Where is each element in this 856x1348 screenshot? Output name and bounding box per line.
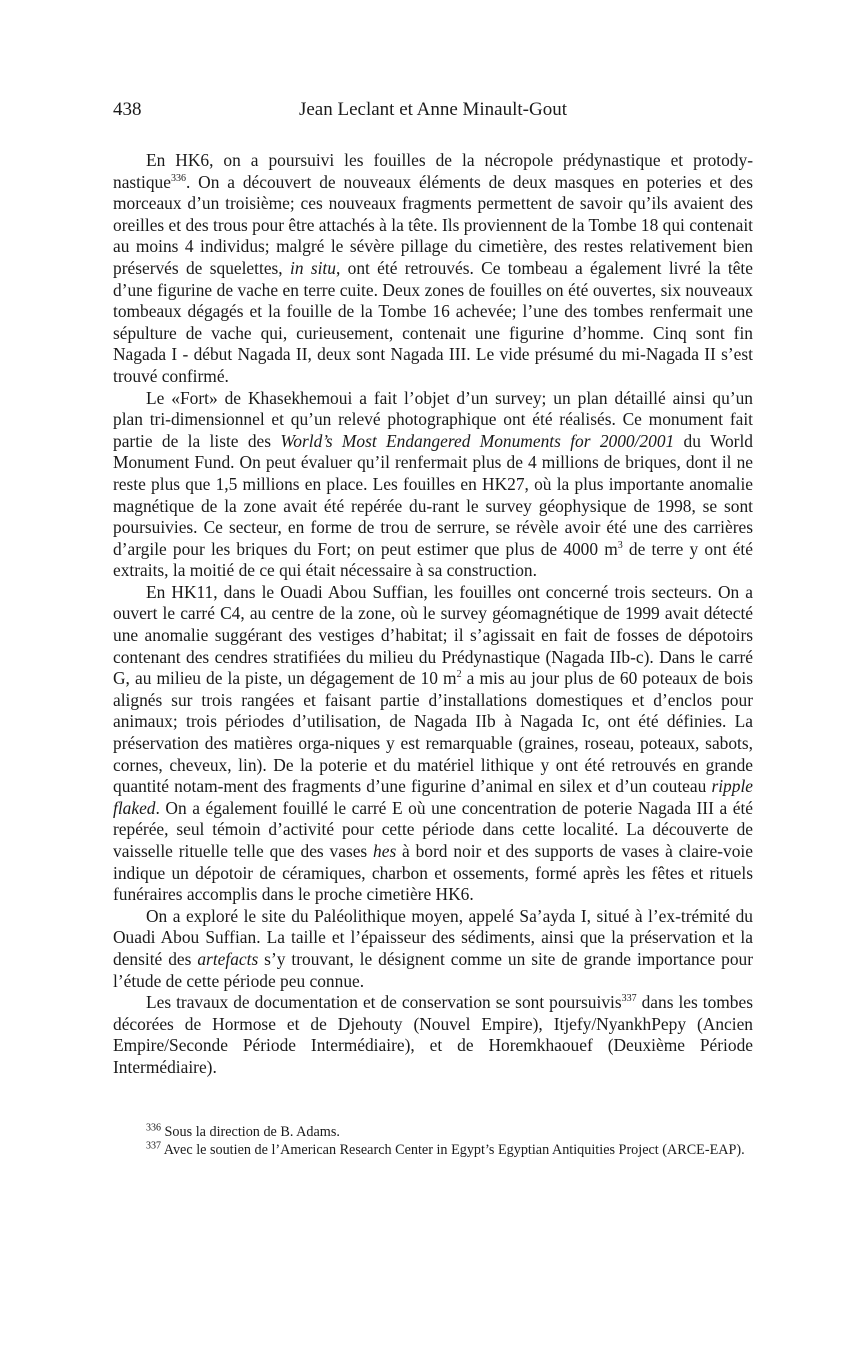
footnote-337 [113,1139,753,1160]
text-run: En HK11, dans le Ouadi Abou Suffian, les fouilles ont concerné trois secteurs. On a ouvert le carré C4, au centre de la zone, où le survey géomagnétique de 1999 avait détecté une anomalie suggérant des vestiges d’habitat; il s’agissait en fait de fosses de dépotoirs contenant des cendres stratifiées du milieu du Prédynastique (Nagada IIb-c). Dans le carré G, au milieu de la piste, un dégagement de 10 m [113,581,753,689]
text-run: Les travaux de documentation et de conservation se sont poursuivis [146,992,622,1013]
page-number: 438 [113,99,142,120]
italic-term: ripple flaked [113,776,753,818]
footnote-text: Avec le soutien de l’American Research Center in Egypt’s Egyptian Antiquities Project (ARCE-EAP). [161,1141,745,1158]
text-run: à bord noir et des supports de vases à claire-voie indique un dépotoir de céramiques, charbon et ossements, formé après les fêtes et rituels funéraires accomplis dans le proche cimetière HK6. [113,841,753,905]
footnote-number: 337 [146,1139,161,1151]
text-run: . On a également fouillé le carré E où une concentration de poterie Nagada III a été repérée, seul témoin d’activité pour cette période dans cette localité. La découverte de vaisselle rituelle telle que des vases [113,797,753,861]
footnote-ref-337: 337 [621,993,637,1005]
footnote-text: Sous la direction de B. Adams. [161,1124,340,1140]
text-run: . On a découvert de nouveaux éléments de deux masques en poteries et des morceaux d’un troisième; ces nouveaux fragments permettent de savoir qu’ils avaient des oreilles et des trous pour être attachés à la tête. Ils proviennent de la Tombe 18 qui contenait au moins 4 individus; malgré le sévère pillage du cimetière, des restes relativement bien préservés de squelettes, [113,171,753,278]
text-run: du World Monument Fund. On peut évaluer qu’il renfermait plus de 4 millions de briques, dont il ne reste plus que 1,5 millions en place. Les fouilles en HK27, où la plus importante anomalie magnétique de la zone avait été repérée du-rant le survey géophysique de 1998, se sont poursuivies. Ce secteur, en forme de trou de serrure, se révèle avoir été une des carrières d’argile pour les briques du Fort; on peut estimer que plus de 4000 m [113,430,753,559]
italic-term: in situ [289,257,336,278]
footnotes [113,1124,753,1159]
text-run: a mis au jour plus de 60 poteaux de bois alignés sur trois rangées et faisant partie d’installations domestiques et d’enclos pour animaux; trois périodes d’utilisation, de Nagada IIb à Nagada Ic, ont été définies. La préservation des matières orga-niques y est remarquable (graines, roseau, poteaux, sabots, cornes, cheveux, lin). De la poterie et du matériel lithique y ont été retrouvés en grande quantité notam-ment des fragments d’une figurine d’animal en silex et d’un couteau [113,668,753,797]
page-header [113,99,753,125]
footnote-number: 336 [146,1122,161,1134]
text-run: , ont été retrouvés. Ce tombeau a également livré la tête d’une figurine de vache en terre cuite. Deux zones de fouilles on été ouvertes, six nouveaux tombeaux dégagés et la fouille de la Tombe 16 achevée; l’une des tombes renfermait une sépulture de vache qui, curieusement, contenait une figurine d’homme. Cinq sont fin Nagada I - début Nagada II, deux sont Nagada III. Le vide présumé du mi-Nagada II s’est trouvé confirmé. [113,257,753,386]
paragraph-hk11 [113,582,753,906]
text-run: de terre y ont été extraits, la moitié de ce qui était nécessaire à sa construction. [113,538,753,581]
italic-term: hes [373,841,397,861]
running-title: Jean Leclant et Anne Minault-Gout [298,99,568,120]
superscript-exponent: 2 [456,669,462,681]
superscript-exponent: 3 [617,539,623,551]
paragraph-fort [113,388,753,582]
text-run: dans les tombes décorées de Hormose et de Djehouty (Nouvel Empire), Itjefy/NyankhPepy (Ancien Empire/Seconde Période Intermédiaire), et de Horemkhaouef (Deuxième Période Intermédiaire). [113,992,753,1077]
text-run: s’y trouvant, le désignent comme un site de grande importance pour l’étude de cette période peu connue. [113,948,754,991]
footnote-336 [113,1124,753,1142]
footnote-ref-336: 336 [170,172,186,184]
paragraph-saayda [113,906,753,992]
italic-title: World’s Most Endangered Monuments for 2000/2001 [280,430,675,451]
body-text [113,150,753,1079]
paragraph-tombs [113,992,753,1078]
text-run: On a exploré le site du Paléolithique moyen, appelé Sa’ayda I, situé à l’ex-trémité du Ouadi Abou Suffian. La taille et l’épaisseur des sédiments, ainsi que la préservation et la densité des [113,905,753,969]
italic-term: artefacts [197,948,259,969]
paragraph-hk6 [113,150,753,388]
text-run: En HK6, on a poursuivi les fouilles de la nécropole prédynastique et protody-nastique [113,150,753,192]
text-run: Le «Fort» de Khasekhemoui a fait l’objet d’un survey; un plan détaillé ainsi qu’un plan tri-dimensionnel et qu’un relevé photographique ont été réalisés. Ce monument fait partie de la liste des [113,387,753,451]
